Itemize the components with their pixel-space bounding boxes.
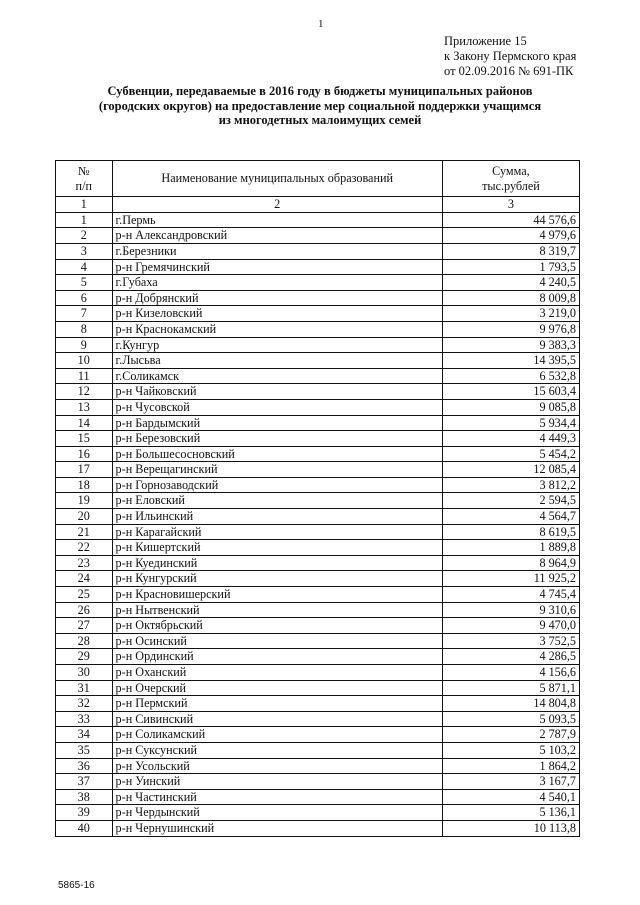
table-row [56, 805, 580, 821]
table-row [56, 477, 580, 493]
column-number: 2 [112, 197, 442, 213]
municipality-name: г.Пермь [112, 212, 442, 228]
row-number: 9 [56, 337, 113, 353]
column-number-row [56, 197, 580, 213]
subsidy-amount: 1 793,5 [442, 259, 579, 275]
municipality-name: р-н Карагайский [112, 524, 442, 540]
municipality-name: р-н Горнозаводский [112, 477, 442, 493]
row-number: 25 [56, 587, 113, 603]
row-number: 37 [56, 774, 113, 790]
subsidy-amount: 4 156,6 [442, 665, 579, 681]
municipality-name: р-н Красновишерский [112, 587, 442, 603]
municipality-name: р-н Краснокамский [112, 321, 442, 337]
subsidy-amount: 2 787,9 [442, 727, 579, 743]
row-number: 3 [56, 243, 113, 259]
table-row [56, 415, 580, 431]
subsidy-amount: 15 603,4 [442, 384, 579, 400]
row-number: 29 [56, 649, 113, 665]
row-number: 5 [56, 275, 113, 291]
subsidy-amount: 5 136,1 [442, 805, 579, 821]
municipality-name: р-н Кунгурский [112, 571, 442, 587]
municipality-name: р-н Усольский [112, 758, 442, 774]
row-number: 7 [56, 306, 113, 322]
subsidy-amount: 14 395,5 [442, 353, 579, 369]
municipality-name: р-н Суксунский [112, 742, 442, 758]
row-number: 28 [56, 633, 113, 649]
subsidy-amount: 12 085,4 [442, 462, 579, 478]
table-row [56, 602, 580, 618]
row-number: 18 [56, 477, 113, 493]
subsidy-amount: 4 449,3 [442, 431, 579, 447]
row-number: 16 [56, 446, 113, 462]
table-row [56, 696, 580, 712]
row-number: 38 [56, 789, 113, 805]
subsidy-amount: 5 103,2 [442, 742, 579, 758]
row-number: 31 [56, 680, 113, 696]
municipality-name: р-н Осинский [112, 633, 442, 649]
row-number: 1 [56, 212, 113, 228]
subsidy-amount: 8 964,9 [442, 555, 579, 571]
subsidy-amount: 6 532,8 [442, 368, 579, 384]
table-row [56, 290, 580, 306]
row-number: 39 [56, 805, 113, 821]
subsidy-amount: 3 812,2 [442, 477, 579, 493]
row-number: 12 [56, 384, 113, 400]
header-name: Наименование муниципальных образований [112, 161, 442, 197]
row-number: 27 [56, 618, 113, 634]
title-line: Субвенции, передаваемые в 2016 году в бюджеты муниципальных районов [107, 84, 533, 98]
table-row [56, 493, 580, 509]
table-row [56, 711, 580, 727]
subsidy-amount: 5 871,1 [442, 680, 579, 696]
subsidy-amount: 4 286,5 [442, 649, 579, 665]
subsidy-amount: 3 219,0 [442, 306, 579, 322]
subsidy-amount: 5 454,2 [442, 446, 579, 462]
table-row [56, 649, 580, 665]
subsidy-table [55, 160, 580, 837]
table-row [56, 384, 580, 400]
municipality-name: р-н Гремячинский [112, 259, 442, 275]
subsidy-amount: 9 310,6 [442, 602, 579, 618]
municipality-name: р-н Октябрьский [112, 618, 442, 634]
municipality-name: р-н Еловский [112, 493, 442, 509]
municipality-name: р-н Ильинский [112, 509, 442, 525]
row-number: 21 [56, 524, 113, 540]
row-number: 23 [56, 555, 113, 571]
column-number: 3 [442, 197, 579, 213]
header-sum-line: Сумма, [492, 164, 530, 178]
municipality-name: р-н Нытвенский [112, 602, 442, 618]
table-row [56, 431, 580, 447]
subsidy-amount: 5 934,4 [442, 415, 579, 431]
document-title [80, 84, 560, 128]
municipality-name: р-н Добрянский [112, 290, 442, 306]
row-number: 8 [56, 321, 113, 337]
subsidy-amount: 11 925,2 [442, 571, 579, 587]
subsidy-amount: 44 576,6 [442, 212, 579, 228]
column-number: 1 [56, 197, 113, 213]
table-row [56, 571, 580, 587]
subsidy-amount: 5 093,5 [442, 711, 579, 727]
municipality-name: р-н Кишертский [112, 540, 442, 556]
table-row [56, 680, 580, 696]
subsidy-amount: 4 240,5 [442, 275, 579, 291]
table-row [56, 820, 580, 836]
subsidy-amount: 4 540,1 [442, 789, 579, 805]
table-row [56, 243, 580, 259]
row-number: 20 [56, 509, 113, 525]
subsidy-amount: 2 594,5 [442, 493, 579, 509]
municipality-name: р-н Александровский [112, 228, 442, 244]
row-number: 19 [56, 493, 113, 509]
row-number: 24 [56, 571, 113, 587]
municipality-name: р-н Чернушинский [112, 820, 442, 836]
municipality-name: р-н Ординский [112, 649, 442, 665]
row-number: 30 [56, 665, 113, 681]
row-number: 10 [56, 353, 113, 369]
municipality-name: р-н Частинский [112, 789, 442, 805]
table-row [56, 758, 580, 774]
table-row [56, 399, 580, 415]
row-number: 14 [56, 415, 113, 431]
municipality-name: р-н Березовский [112, 431, 442, 447]
subsidy-amount: 8 319,7 [442, 243, 579, 259]
row-number: 40 [56, 820, 113, 836]
table-row [56, 665, 580, 681]
title-line: (городских округов) на предоставление мер социальной поддержки учащимся [98, 98, 542, 113]
table-row [56, 509, 580, 525]
appendix-line: к Закону Пермского края [444, 49, 577, 63]
row-number: 11 [56, 368, 113, 384]
row-number: 32 [56, 696, 113, 712]
row-number: 2 [56, 228, 113, 244]
subsidy-amount: 9 470,0 [442, 618, 579, 634]
table-row [56, 337, 580, 353]
table-row [56, 259, 580, 275]
table-row [56, 228, 580, 244]
table-row [56, 321, 580, 337]
municipality-name: г.Лысьва [112, 353, 442, 369]
subsidy-amount: 4 564,7 [442, 509, 579, 525]
row-number: 22 [56, 540, 113, 556]
subsidy-amount: 1 864,2 [442, 758, 579, 774]
subsidy-amount: 10 113,8 [442, 820, 579, 836]
header-number-line: п/п [75, 178, 92, 193]
municipality-name: р-н Очерский [112, 680, 442, 696]
municipality-name: р-н Кизеловский [112, 306, 442, 322]
header-number-line: № [77, 164, 90, 178]
row-number: 15 [56, 431, 113, 447]
header-sum-line: тыс.рублей [482, 178, 540, 193]
subsidy-amount: 9 976,8 [442, 321, 579, 337]
table-header-row [56, 161, 580, 197]
table-row [56, 275, 580, 291]
row-number: 35 [56, 742, 113, 758]
subsidy-amount: 8 009,8 [442, 290, 579, 306]
row-number: 4 [56, 259, 113, 275]
municipality-name: р-н Бардымский [112, 415, 442, 431]
table-row [56, 524, 580, 540]
municipality-name: р-н Чердынский [112, 805, 442, 821]
subsidy-amount: 8 619,5 [442, 524, 579, 540]
table-row [56, 742, 580, 758]
municipality-name: г.Соликамск [112, 368, 442, 384]
subsidy-amount: 14 804,8 [442, 696, 579, 712]
subsidy-amount: 3 167,7 [442, 774, 579, 790]
municipality-name: р-н Чайковский [112, 384, 442, 400]
row-number: 33 [56, 711, 113, 727]
appendix-line: Приложение 15 [444, 34, 527, 48]
table-row [56, 618, 580, 634]
table-row [56, 555, 580, 571]
row-number: 36 [56, 758, 113, 774]
table-row [56, 306, 580, 322]
municipality-name: г.Губаха [112, 275, 442, 291]
municipality-name: р-н Большесосновский [112, 446, 442, 462]
municipality-name: р-н Куединский [112, 555, 442, 571]
municipality-name: р-н Оханский [112, 665, 442, 681]
municipality-name: г.Березники [112, 243, 442, 259]
row-number: 6 [56, 290, 113, 306]
row-number: 17 [56, 462, 113, 478]
appendix-reference [444, 34, 576, 79]
table-row [56, 633, 580, 649]
table-row [56, 789, 580, 805]
table-row [56, 353, 580, 369]
header-number [56, 161, 113, 197]
subsidy-amount: 4 979,6 [442, 228, 579, 244]
municipality-name: р-н Пермский [112, 696, 442, 712]
row-number: 13 [56, 399, 113, 415]
subsidy-amount: 3 752,5 [442, 633, 579, 649]
page-number: 1 [318, 18, 324, 30]
title-line: из многодетных малоимущих семей [218, 113, 422, 127]
table-row [56, 212, 580, 228]
municipality-name: р-н Чусовской [112, 399, 442, 415]
row-number: 34 [56, 727, 113, 743]
subsidy-amount: 4 745,4 [442, 587, 579, 603]
table-row [56, 587, 580, 603]
appendix-line: от 02.09.2016 № 691-ПК [444, 64, 574, 78]
table-row [56, 446, 580, 462]
municipality-name: р-н Соликамский [112, 727, 442, 743]
table-body [56, 212, 580, 836]
subsidy-amount: 9 085,8 [442, 399, 579, 415]
subsidy-amount: 9 383,3 [442, 337, 579, 353]
municipality-name: р-н Верещагинский [112, 462, 442, 478]
table-row [56, 774, 580, 790]
municipality-name: р-н Уинский [112, 774, 442, 790]
table-row [56, 368, 580, 384]
subsidy-amount: 1 889,8 [442, 540, 579, 556]
municipality-name: р-н Сивинский [112, 711, 442, 727]
footer-code: 5865-16 [58, 880, 95, 891]
header-sum [442, 161, 579, 197]
table-row [56, 540, 580, 556]
row-number: 26 [56, 602, 113, 618]
municipality-name: г.Кунгур [112, 337, 442, 353]
table-row [56, 462, 580, 478]
table-row [56, 727, 580, 743]
